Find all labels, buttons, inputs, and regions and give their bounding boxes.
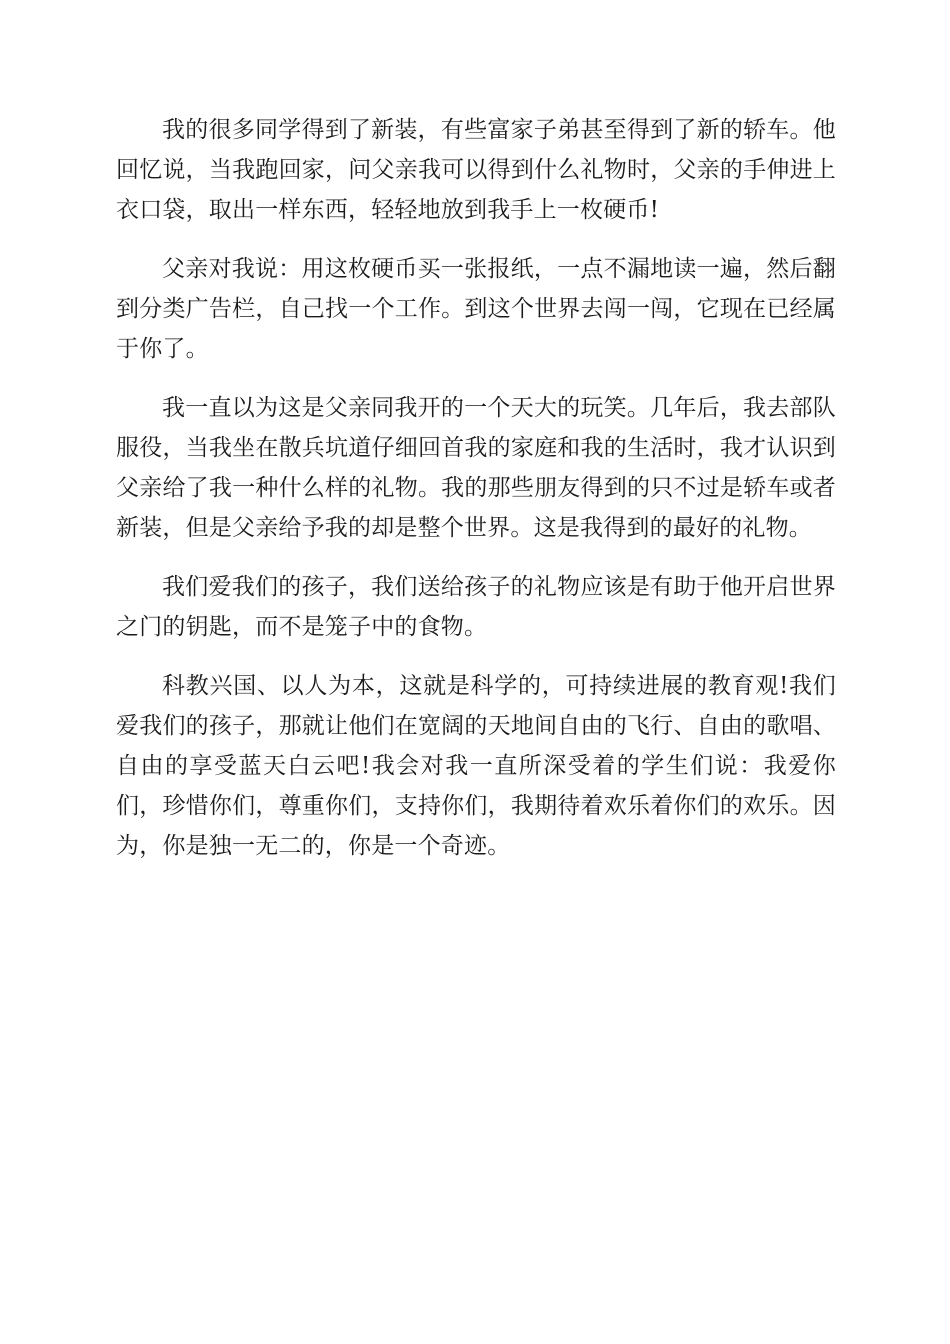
paragraph-5: 科教兴国、以人为本，这就是科学的，可持续进展的教育观!我们爱我们的孩子，那就让他们在宽阔的天地间自由的飞行、自由的歌唱、自由的享受蓝天白云吧!我会对我一直所深受着的学生们说：我爱你们，珍惜你们，尊重你们，支持你们，我期待着欢乐着你们的欢乐。因为，你是独一无二的，你是一个奇迹。 (116, 673, 836, 859)
paragraph-1: 我的很多同学得到了新装，有些富家子弟甚至得到了新的轿车。他回忆说，当我跑回家，问父亲我可以得到什么礼物时，父亲的手伸进上衣口袋，取出一样东西，轻轻地放到我手上一枚硬币! (116, 117, 836, 223)
paragraph-4: 我们爱我们的孩子，我们送给孩子的礼物应该是有助于他开启世界之门的钥匙，而不是笼子中的食物。 (116, 574, 836, 640)
document-body (116, 110, 836, 885)
paragraph-2: 父亲对我说：用这枚硬币买一张报纸，一点不漏地读一遍，然后翻到分类广告栏，自己找一个工作。到这个世界去闯一闯，它现在已经属于你了。 (116, 256, 836, 362)
paragraph-3: 我一直以为这是父亲同我开的一个天大的玩笑。几年后，我去部队服役，当我坐在散兵坑道仔细回首我的家庭和我的生活时，我才认识到父亲给了我一种什么样的礼物。我的那些朋友得到的只不过是轿车或者新装，但是父亲给予我的却是整个世界。这是我得到的最好的礼物。 (116, 395, 836, 541)
